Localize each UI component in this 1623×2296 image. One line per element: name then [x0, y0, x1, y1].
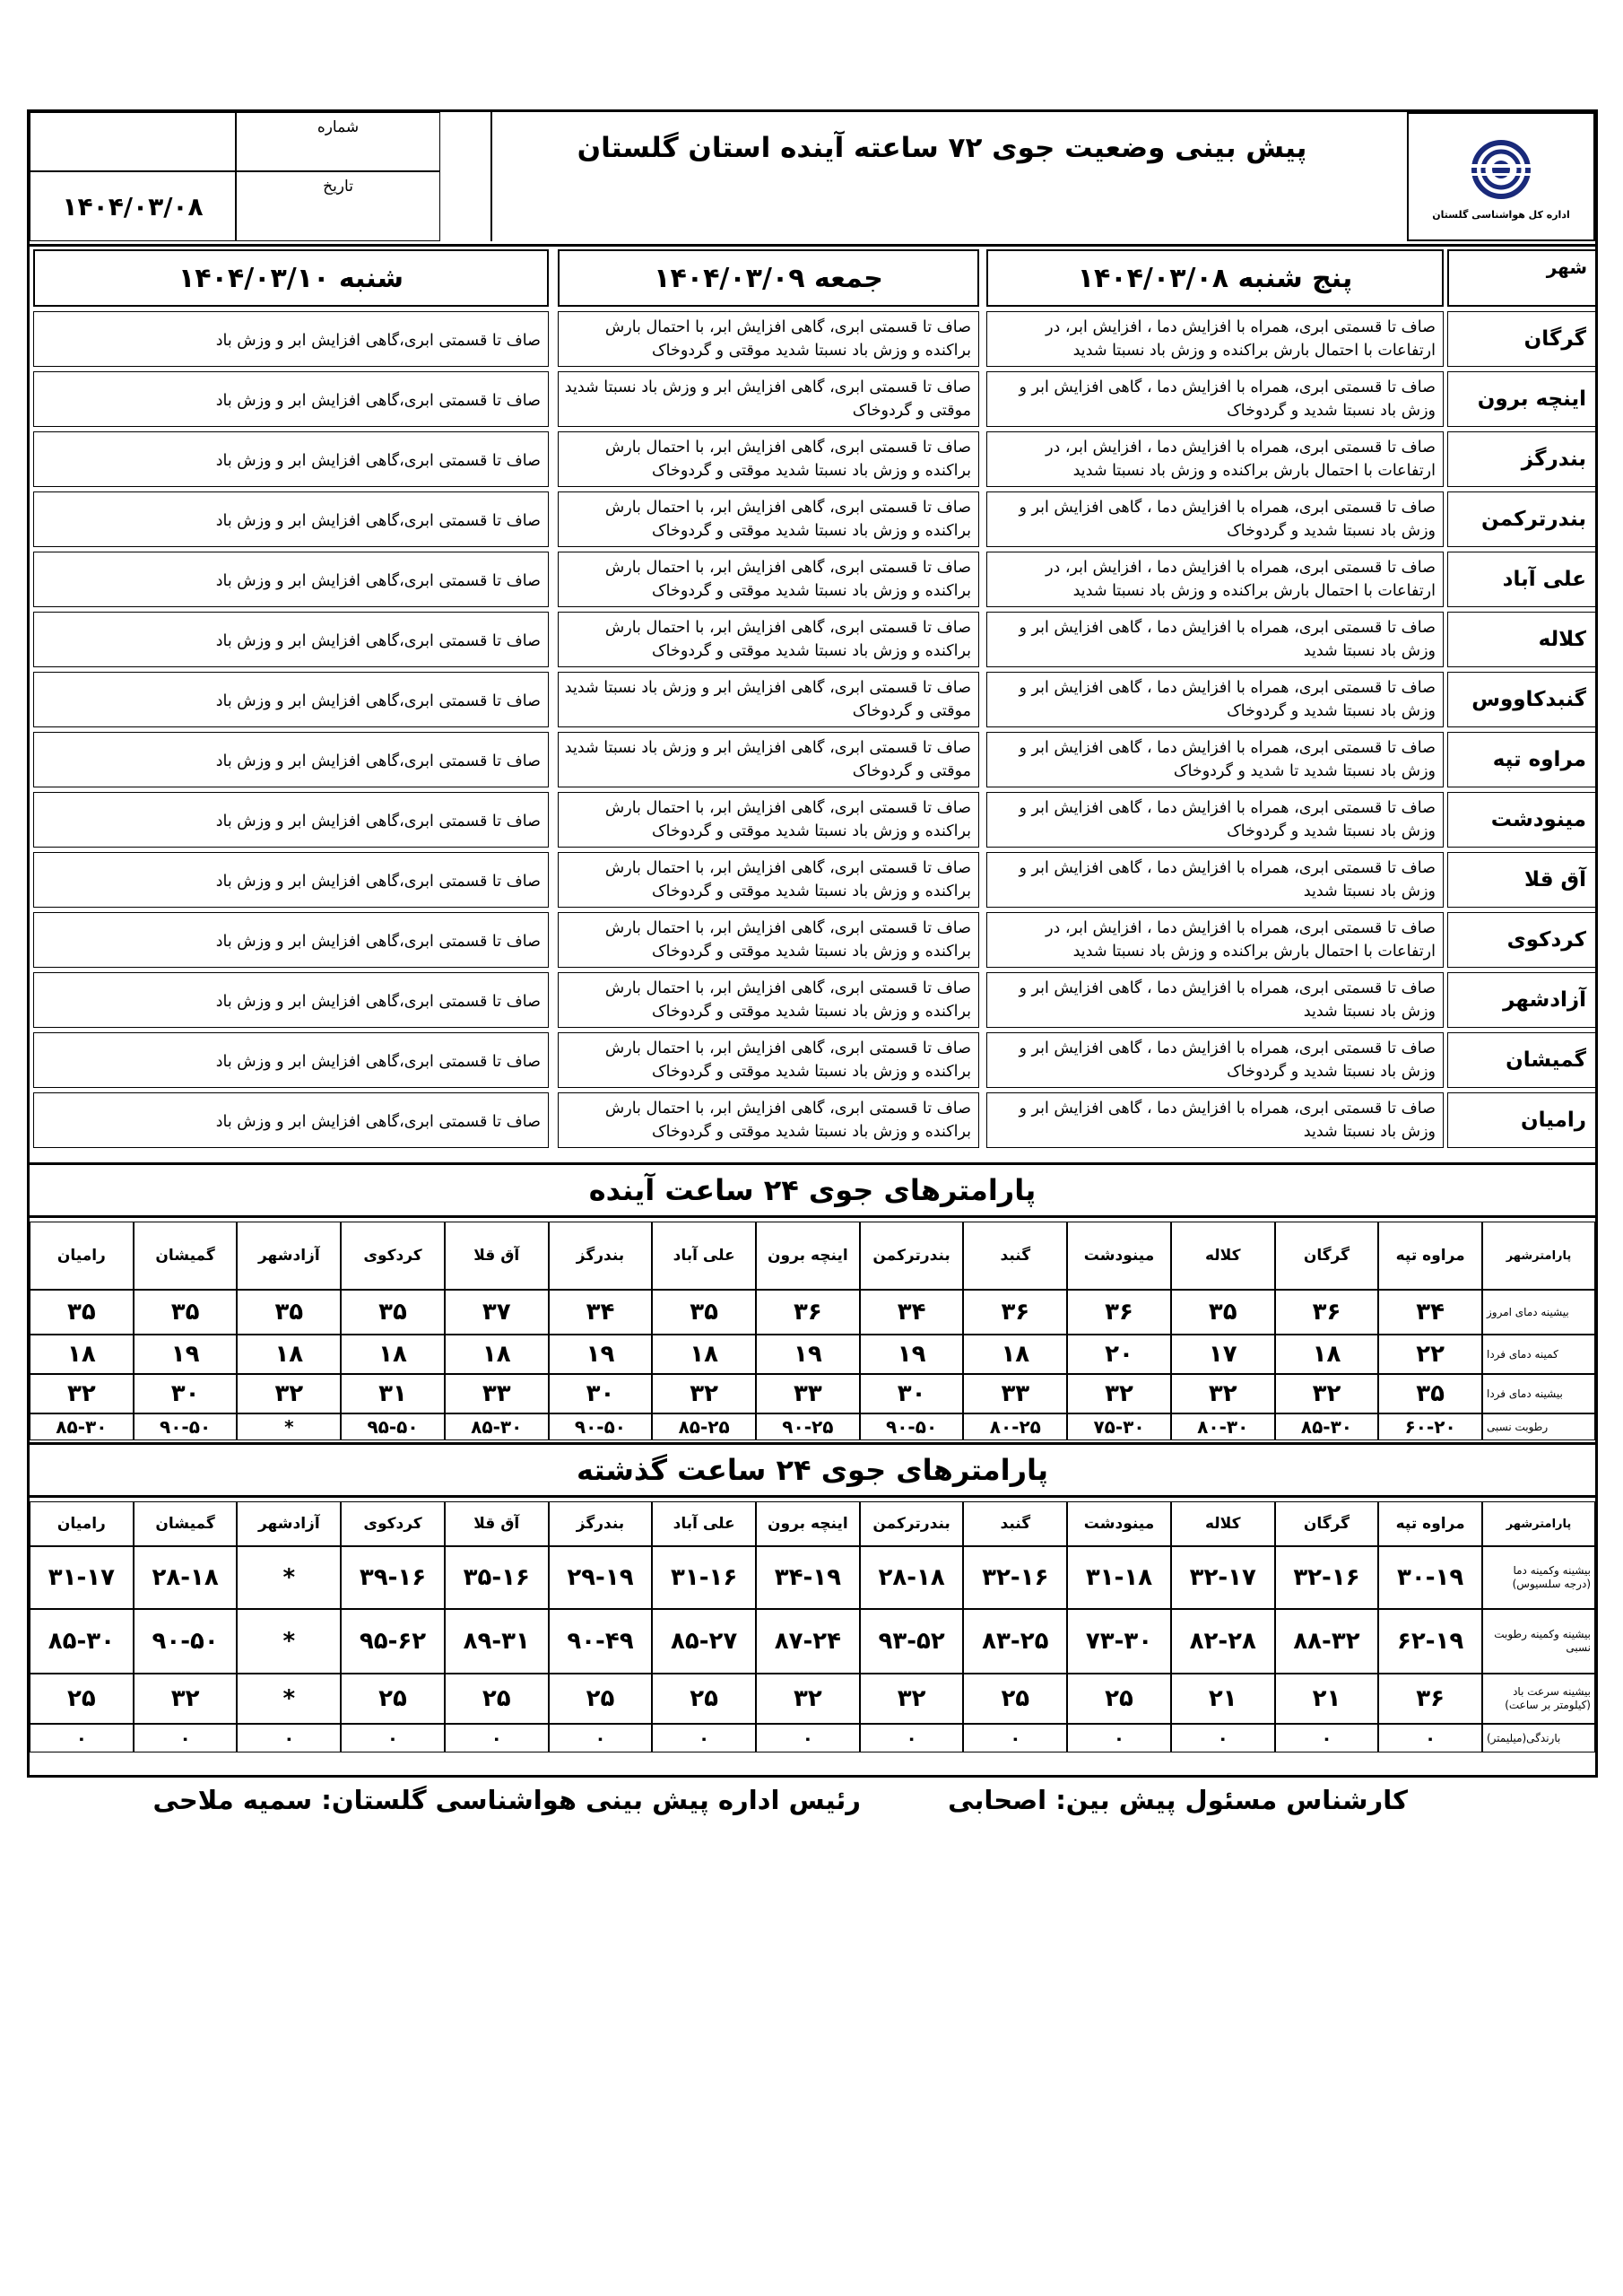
forecast-thursday: صاف تا قسمتی ابری، همراه با افزایش دما ، افزایش ابر، در ارتفاعات با احتمال بارش براکنده و وزش باد نسبتا شدید: [986, 311, 1444, 367]
param-value: ۳۲: [237, 1374, 341, 1413]
past24-title: پارامترهای جوی ۲۴ ساعت گذشته: [30, 1442, 1595, 1498]
day-header-thursday: پنج شنبه ۱۴۰۴/۰۳/۰۸: [986, 249, 1444, 307]
station-header: کردکوی: [341, 1222, 445, 1290]
station-header: آزادشهر: [237, 1501, 341, 1546]
forecast-thursday: صاف تا قسمتی ابری، همراه با افزایش دما ، گاهی افزایش ابر و وزش باد نسبتا شدید: [986, 1092, 1444, 1148]
param-value: ۳۵-۱۶: [445, 1546, 549, 1609]
city-name: گمیشان: [1447, 1032, 1598, 1088]
param-value: ۳۳: [963, 1374, 1067, 1413]
param-value: ۳۰: [860, 1374, 964, 1413]
forecast-friday: صاف تا قسمتی ابری، گاهی افزایش ابر، با احتمال بارش براکنده و وزش باد نسبتا شدید موقتی و گردوخاک: [558, 612, 979, 667]
param-value: ۲۲: [1378, 1335, 1482, 1374]
forecast-thursday: صاف تا قسمتی ابری، همراه با افزایش دما ، گاهی افزایش ابر و وزش باد نسبتا شدید و گردوخاک: [986, 672, 1444, 727]
param-row: [30, 1609, 1595, 1674]
param-value: ۱۸: [445, 1335, 549, 1374]
param-value: ۳۰-۱۹: [1378, 1546, 1482, 1609]
param-row: [30, 1374, 1595, 1413]
forecaster-signature: کارشناس مسئول پیش بین: اصحابی: [948, 1785, 1408, 1815]
param-value: ۹۰-۲۵: [756, 1413, 860, 1440]
station-header: مینودشت: [1067, 1501, 1171, 1546]
param-value: ۲۵: [652, 1674, 756, 1724]
param-value: ۷۵-۳۰: [1067, 1413, 1171, 1440]
param-value: ۰: [30, 1724, 134, 1752]
param-value: *: [237, 1609, 341, 1674]
param-value: *: [237, 1413, 341, 1440]
param-value: ۰: [237, 1724, 341, 1752]
param-row: [30, 1335, 1595, 1374]
param-value: ۳۲: [1067, 1374, 1171, 1413]
param-value: ۰: [341, 1724, 445, 1752]
param-label: بارندگی(میلیمتر): [1482, 1724, 1595, 1752]
param-value: ۱۸: [963, 1335, 1067, 1374]
city-row: [27, 1091, 1598, 1150]
city-column-header: شهر: [1447, 249, 1598, 307]
param-value: ۳۰: [134, 1374, 238, 1413]
param-value: ۳۱-۱۸: [1067, 1546, 1171, 1609]
param-value: ۶۲-۱۹: [1378, 1609, 1482, 1674]
param-corner: پارامترشهر: [1482, 1501, 1595, 1546]
station-header: رامیان: [30, 1501, 134, 1546]
day-header-friday: جمعه ۱۴۰۴/۰۳/۰۹: [558, 249, 979, 307]
city-row: [27, 790, 1598, 849]
param-value: ۱۸: [652, 1335, 756, 1374]
param-value: ۲۵: [963, 1674, 1067, 1724]
forecast-thursday: صاف تا قسمتی ابری، همراه با افزایش دما ، گاهی افزایش ابر و وزش باد نسبتا شدید و گردوخاک: [986, 1032, 1444, 1088]
forecast-saturday: صاف تا قسمتی ابری،گاهی افزایش ابر و وزش باد: [33, 311, 549, 367]
station-header: علی آباد: [652, 1501, 756, 1546]
param-value: ۳۲: [1275, 1374, 1379, 1413]
param-value: ۳۴-۱۹: [756, 1546, 860, 1609]
forecast-thursday: صاف تا قسمتی ابری، همراه با افزایش دما ، گاهی افزایش ابر و وزش باد نسبتا شدید: [986, 852, 1444, 908]
param-value: ۳۶: [1378, 1674, 1482, 1724]
forecast-saturday: صاف تا قسمتی ابری،گاهی افزایش ابر و وزش باد: [33, 612, 549, 667]
param-value: ۰: [549, 1724, 653, 1752]
next24-header-row: [30, 1222, 1595, 1290]
param-corner: پارامترشهر: [1482, 1222, 1595, 1290]
param-value: ۷۳-۳۰: [1067, 1609, 1171, 1674]
param-value: ۸۵-۲۵: [652, 1413, 756, 1440]
city-name: کردکوی: [1447, 912, 1598, 968]
station-header: مراوه تپه: [1378, 1501, 1482, 1546]
forecast-thursday: صاف تا قسمتی ابری، همراه با افزایش دما ، گاهی افزایش ابر و وزش باد نسبتا شدید و گردوخاک: [986, 792, 1444, 848]
param-value: ۳۶: [1275, 1290, 1379, 1335]
param-value: ۸۵-۲۷: [652, 1609, 756, 1674]
page-title: پیش بینی وضعیت جوی ۷۲ ساعته آینده استان گلستان: [490, 112, 1392, 241]
forecast-thursday: صاف تا قسمتی ابری، همراه با افزایش دما ، افزایش ابر، در ارتفاعات با احتمال بارش براکنده و وزش باد نسبتا شدید: [986, 431, 1444, 487]
param-value: ۳۲: [860, 1674, 964, 1724]
forecast-saturday: صاف تا قسمتی ابری،گاهی افزایش ابر و وزش باد: [33, 491, 549, 547]
param-value: ۸۲-۲۸: [1171, 1609, 1275, 1674]
param-value: ۳۶: [1067, 1290, 1171, 1335]
param-value: ۰: [134, 1724, 238, 1752]
forecast-thursday: صاف تا قسمتی ابری، همراه با افزایش دما ، گاهی افزایش ابر و وزش باد نسبتا شدید: [986, 972, 1444, 1028]
station-header: بندرگز: [549, 1222, 653, 1290]
param-value: ۱۹: [134, 1335, 238, 1374]
city-row: [27, 670, 1598, 729]
param-value: *: [237, 1674, 341, 1724]
header-meta: [30, 112, 442, 241]
station-header: گرگان: [1275, 1501, 1379, 1546]
param-value: ۰: [445, 1724, 549, 1752]
param-value: ۳۲-۱۶: [963, 1546, 1067, 1609]
forecast-thursday: صاف تا قسمتی ابری، همراه با افزایش دما ، گاهی افزایش ابر و وزش باد نسبتا شدید: [986, 612, 1444, 667]
param-value: ۸۵-۳۰: [30, 1413, 134, 1440]
param-label: کمینه دمای فردا: [1482, 1335, 1595, 1374]
param-value: ۱۸: [341, 1335, 445, 1374]
city-name: گرگان: [1447, 311, 1598, 367]
param-value: ۳۶: [963, 1290, 1067, 1335]
param-value: ۳۲: [756, 1674, 860, 1724]
param-value: ۳۱: [341, 1374, 445, 1413]
forecast-saturday: صاف تا قسمتی ابری،گاهی افزایش ابر و وزش باد: [33, 732, 549, 787]
station-header: اینچه برون: [756, 1501, 860, 1546]
param-label: بیشینه وکمینه رطوبت نسبی: [1482, 1609, 1595, 1674]
city-row: [27, 730, 1598, 789]
forecast-friday: صاف تا قسمتی ابری، گاهی افزایش ابر و وزش باد نسبتا شدید موقتی و گردوخاک: [558, 672, 979, 727]
city-name: بندرترکمن: [1447, 491, 1598, 547]
param-value: ۹۰-۴۹: [549, 1609, 653, 1674]
param-value: ۳۹-۱۶: [341, 1546, 445, 1609]
param-value: ۹۵-۶۲: [341, 1609, 445, 1674]
param-value: ۳۲-۱۶: [1275, 1546, 1379, 1609]
param-value: ۱۹: [549, 1335, 653, 1374]
param-value: ۳۴: [549, 1290, 653, 1335]
param-value: ۳۳: [756, 1374, 860, 1413]
param-value: ۲۹-۱۹: [549, 1546, 653, 1609]
param-value: ۳۰: [549, 1374, 653, 1413]
forecast-friday: صاف تا قسمتی ابری، گاهی افزایش ابر، با احتمال بارش براکنده و وزش باد نسبتا شدید موقتی و گردوخاک: [558, 491, 979, 547]
param-value: ۸۸-۳۲: [1275, 1609, 1379, 1674]
param-value: ۶۰-۲۰: [1378, 1413, 1482, 1440]
city-name: رامیان: [1447, 1092, 1598, 1148]
forecast-friday: صاف تا قسمتی ابری، گاهی افزایش ابر، با احتمال بارش براکنده و وزش باد نسبتا شدید موقتی و گردوخاک: [558, 792, 979, 848]
param-value: ۸۷-۲۴: [756, 1609, 860, 1674]
param-label: بیشینه دمای فردا: [1482, 1374, 1595, 1413]
document-header: [27, 109, 1598, 247]
param-value: ۹۰-۵۰: [134, 1413, 238, 1440]
city-name: کلاله: [1447, 612, 1598, 667]
param-value: ۸۵-۳۰: [30, 1609, 134, 1674]
date-label: تاریخ: [236, 171, 440, 241]
forecast-thursday: صاف تا قسمتی ابری، همراه با افزایش دما ، افزایش ابر، در ارتفاعات با احتمال بارش براکنده و وزش باد نسبتا شدید: [986, 912, 1444, 968]
param-value: ۸۵-۳۰: [1275, 1413, 1379, 1440]
forecast-thursday: صاف تا قسمتی ابری، همراه با افزایش دما ، گاهی افزایش ابر و وزش باد نسبتا شدید و گردوخاک: [986, 371, 1444, 427]
param-value: ۲۵: [1067, 1674, 1171, 1724]
param-value: ۲۰: [1067, 1335, 1171, 1374]
param-value: ۳۱-۱۷: [30, 1546, 134, 1609]
param-value: ۹۵-۵۰: [341, 1413, 445, 1440]
past24-header-row: [30, 1501, 1595, 1546]
param-value: ۳۵: [1378, 1374, 1482, 1413]
param-value: ۳۲: [652, 1374, 756, 1413]
station-header: گرگان: [1275, 1222, 1379, 1290]
station-header: آق قلا: [445, 1222, 549, 1290]
param-value: ۰: [963, 1724, 1067, 1752]
city-row: [27, 970, 1598, 1030]
city-row: [27, 850, 1598, 909]
param-value: ۳۲: [134, 1674, 238, 1724]
forecast-friday: صاف تا قسمتی ابری، گاهی افزایش ابر، با احتمال بارش براکنده و وزش باد نسبتا شدید موقتی و گردوخاک: [558, 1092, 979, 1148]
station-header: گمیشان: [134, 1222, 238, 1290]
param-label: بیشینه سرعت باد (کیلومتر بر ساعت): [1482, 1674, 1595, 1724]
param-value: ۰: [1171, 1724, 1275, 1752]
city-row: [27, 309, 1598, 369]
forecast-saturday: صاف تا قسمتی ابری،گاهی افزایش ابر و وزش باد: [33, 852, 549, 908]
forecast-saturday: صاف تا قسمتی ابری،گاهی افزایش ابر و وزش باد: [33, 912, 549, 968]
forecast-friday: صاف تا قسمتی ابری، گاهی افزایش ابر، با احتمال بارش براکنده و وزش باد نسبتا شدید موقتی و گردوخاک: [558, 1032, 979, 1088]
forecast-saturday: صاف تا قسمتی ابری،گاهی افزایش ابر و وزش باد: [33, 1032, 549, 1088]
param-value: ۳۵: [134, 1290, 238, 1335]
param-value: ۱۸: [1275, 1335, 1379, 1374]
param-value: ۱۸: [30, 1335, 134, 1374]
param-value: ۲۸-۱۸: [134, 1546, 238, 1609]
next24-title: پارامترهای جوی ۲۴ ساعت آینده: [30, 1162, 1595, 1218]
forecast-friday: صاف تا قسمتی ابری، گاهی افزایش ابر، با احتمال بارش براکنده و وزش باد نسبتا شدید موقتی و گردوخاک: [558, 311, 979, 367]
city-row: [27, 1031, 1598, 1090]
city-name: علی آباد: [1447, 552, 1598, 607]
logo-caption: اداره کل هواشناسی گلستان: [1432, 208, 1570, 221]
city-row: [27, 910, 1598, 970]
param-row: [30, 1290, 1595, 1335]
param-row: [30, 1674, 1595, 1724]
param-value: ۸۰-۲۵: [963, 1413, 1067, 1440]
forecast-thursday: صاف تا قسمتی ابری، همراه با افزایش دما ، گاهی افزایش ابر و وزش باد نسبتا شدید تا شدید و گردوخاک: [986, 732, 1444, 787]
param-value: ۳۵: [1171, 1290, 1275, 1335]
station-header: گنبد: [963, 1222, 1067, 1290]
param-value: ۳۵: [30, 1290, 134, 1335]
param-value: ۰: [1275, 1724, 1379, 1752]
param-row: [30, 1724, 1595, 1752]
param-value: ۰: [756, 1724, 860, 1752]
chief-signature: رئیس اداره پیش بینی هواشناسی گلستان: سمیه ملاحی: [152, 1785, 861, 1815]
station-header: گمیشان: [134, 1501, 238, 1546]
station-header: آزادشهر: [237, 1222, 341, 1290]
meteorology-logo-icon: [1452, 134, 1550, 205]
forecast-thursday: صاف تا قسمتی ابری، همراه با افزایش دما ، افزایش ابر، در ارتفاعات با احتمال بارش براکنده و وزش باد نسبتا شدید: [986, 552, 1444, 607]
number-value: [30, 112, 236, 171]
forecast-saturday: صاف تا قسمتی ابری،گاهی افزایش ابر و وزش باد: [33, 672, 549, 727]
station-header: بندرترکمن: [860, 1222, 964, 1290]
station-header: علی آباد: [652, 1222, 756, 1290]
forecast-saturday: صاف تا قسمتی ابری،گاهی افزایش ابر و وزش باد: [33, 972, 549, 1028]
param-value: ۹۰-۵۰: [549, 1413, 653, 1440]
param-value: ۰: [860, 1724, 964, 1752]
day-header-row: [27, 249, 1598, 307]
station-header: رامیان: [30, 1222, 134, 1290]
param-value: ۰: [1378, 1724, 1482, 1752]
forecast-friday: صاف تا قسمتی ابری، گاهی افزایش ابر و وزش باد نسبتا شدید موقتی و گردوخاک: [558, 732, 979, 787]
organization-logo: [1407, 112, 1595, 241]
param-value: ۳۲: [1171, 1374, 1275, 1413]
station-header: کردکوی: [341, 1501, 445, 1546]
city-name: گنبدکاووس: [1447, 672, 1598, 727]
forecast-friday: صاف تا قسمتی ابری، گاهی افزایش ابر، با احتمال بارش براکنده و وزش باد نسبتا شدید موقتی و گردوخاک: [558, 431, 979, 487]
city-name: مینودشت: [1447, 792, 1598, 848]
forecast-friday: صاف تا قسمتی ابری، گاهی افزایش ابر، با احتمال بارش براکنده و وزش باد نسبتا شدید موقتی و گردوخاک: [558, 552, 979, 607]
forecast-friday: صاف تا قسمتی ابری، گاهی افزایش ابر و وزش باد نسبتا شدید موقتی و گردوخاک: [558, 371, 979, 427]
forecast-saturday: صاف تا قسمتی ابری،گاهی افزایش ابر و وزش باد: [33, 792, 549, 848]
param-value: ۱۹: [860, 1335, 964, 1374]
param-row: [30, 1546, 1595, 1609]
param-value: ۸۹-۳۱: [445, 1609, 549, 1674]
number-label: شماره: [236, 112, 440, 171]
forecast-thursday: صاف تا قسمتی ابری، همراه با افزایش دما ، گاهی افزایش ابر و وزش باد نسبتا شدید و گردوخاک: [986, 491, 1444, 547]
param-value: ۳۳: [445, 1374, 549, 1413]
param-value: ۳۵: [237, 1290, 341, 1335]
param-value: ۹۰-۵۰: [860, 1413, 964, 1440]
station-header: بندرگز: [549, 1501, 653, 1546]
param-value: ۱۷: [1171, 1335, 1275, 1374]
param-value: ۸۰-۳۰: [1171, 1413, 1275, 1440]
station-header: گنبد: [963, 1501, 1067, 1546]
forecast-saturday: صاف تا قسمتی ابری،گاهی افزایش ابر و وزش باد: [33, 1092, 549, 1148]
city-row: [27, 490, 1598, 549]
param-value: ۳۴: [1378, 1290, 1482, 1335]
forecast-saturday: صاف تا قسمتی ابری،گاهی افزایش ابر و وزش باد: [33, 552, 549, 607]
city-row: [27, 550, 1598, 609]
forecast-friday: صاف تا قسمتی ابری، گاهی افزایش ابر، با احتمال بارش براکنده و وزش باد نسبتا شدید موقتی و گردوخاک: [558, 972, 979, 1028]
forecast-saturday: صاف تا قسمتی ابری،گاهی افزایش ابر و وزش باد: [33, 431, 549, 487]
param-value: ۳۲-۱۷: [1171, 1546, 1275, 1609]
city-row: [27, 610, 1598, 669]
city-row: [27, 370, 1598, 429]
station-header: مراوه تپه: [1378, 1222, 1482, 1290]
param-value: ۳۵: [341, 1290, 445, 1335]
param-value: ۸۵-۳۰: [445, 1413, 549, 1440]
param-value: ۰: [1067, 1724, 1171, 1752]
param-value: ۳۱-۱۶: [652, 1546, 756, 1609]
param-value: ۳۵: [652, 1290, 756, 1335]
param-value: ۱۹: [756, 1335, 860, 1374]
date-value: ۱۴۰۴/۰۳/۰۸: [30, 171, 236, 241]
forecast-saturday: صاف تا قسمتی ابری،گاهی افزایش ابر و وزش باد: [33, 371, 549, 427]
station-header: کلاله: [1171, 1501, 1275, 1546]
city-name: بندرگز: [1447, 431, 1598, 487]
forecast-friday: صاف تا قسمتی ابری، گاهی افزایش ابر، با احتمال بارش براکنده و وزش باد نسبتا شدید موقتی و گردوخاک: [558, 852, 979, 908]
param-value: ۲۱: [1171, 1674, 1275, 1724]
param-label: بیشینه وکمینه دما (درجه سلسیوس): [1482, 1546, 1595, 1609]
forecast-friday: صاف تا قسمتی ابری، گاهی افزایش ابر، با احتمال بارش براکنده و وزش باد نسبتا شدید موقتی و گردوخاک: [558, 912, 979, 968]
param-value: ۸۳-۲۵: [963, 1609, 1067, 1674]
city-name: آزادشهر: [1447, 972, 1598, 1028]
day-header-saturday: شنبه ۱۴۰۴/۰۳/۱۰: [33, 249, 549, 307]
city-row: [27, 430, 1598, 489]
param-value: ۳۶: [756, 1290, 860, 1335]
station-header: اینچه برون: [756, 1222, 860, 1290]
param-value: ۹۰-۵۰: [134, 1609, 238, 1674]
city-name: اینچه برون: [1447, 371, 1598, 427]
param-value: ۲۵: [30, 1674, 134, 1724]
station-header: آق قلا: [445, 1501, 549, 1546]
param-label: بیشینه دمای امروز: [1482, 1290, 1595, 1335]
station-header: کلاله: [1171, 1222, 1275, 1290]
param-value: ۲۵: [549, 1674, 653, 1724]
param-row: [30, 1413, 1595, 1440]
city-name: مراوه تپه: [1447, 732, 1598, 787]
city-name: آق قلا: [1447, 852, 1598, 908]
param-value: ۳۴: [860, 1290, 964, 1335]
param-value: ۱۸: [237, 1335, 341, 1374]
param-value: ۹۳-۵۲: [860, 1609, 964, 1674]
param-value: ۳۷: [445, 1290, 549, 1335]
param-label: رطوبت نسبی: [1482, 1413, 1595, 1440]
param-value: ۲۵: [445, 1674, 549, 1724]
param-value: *: [237, 1546, 341, 1609]
param-value: ۲۸-۱۸: [860, 1546, 964, 1609]
param-value: ۲۵: [341, 1674, 445, 1724]
station-header: بندرترکمن: [860, 1501, 964, 1546]
station-header: مینودشت: [1067, 1222, 1171, 1290]
param-value: ۰: [652, 1724, 756, 1752]
param-value: ۲۱: [1275, 1674, 1379, 1724]
param-value: ۳۲: [30, 1374, 134, 1413]
